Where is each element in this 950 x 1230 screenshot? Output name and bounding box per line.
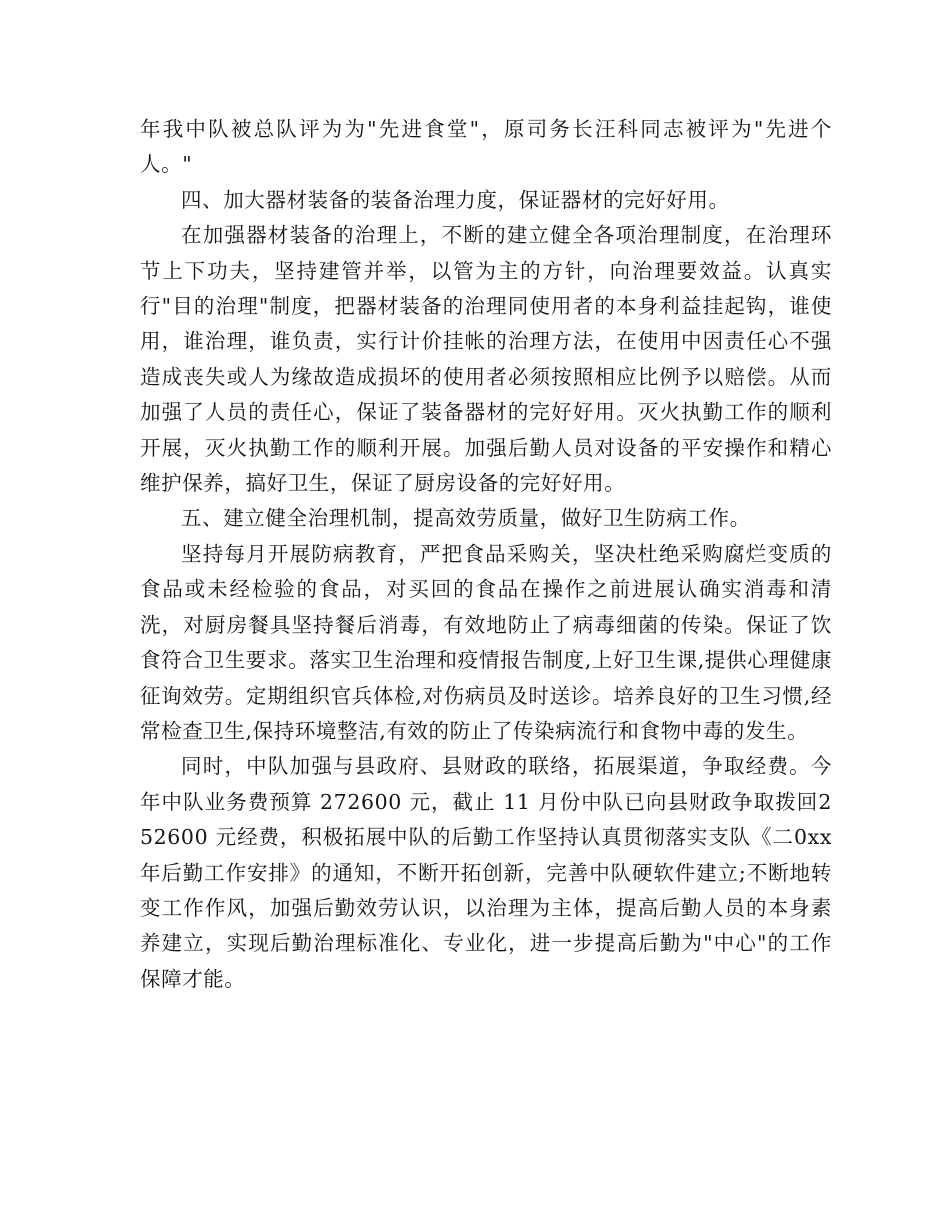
section-heading-4: 四、加大器材装备的装备治理力度，保证器材的完好好用。 <box>181 187 730 212</box>
document-body <box>140 112 832 997</box>
paragraph-equipment-management: 在加强器材装备的治理上，不断的建立健全各项治理制度，在治理环节上下功夫，坚持建管并举，以管为主的方针，向治理要效益。认真实行"目的治理"制度，把器材装备的治理同使用者的本身利益挂起钩，谁使用，谁治理，谁负责，实行计价挂帐的治理方法，在使用中因责任心不强造成丧失或人为缘故造成损坏的使用者必须按照相应比例予以赔偿。从而加强了人员的责任心，保证了装备器材的完好好用。灭火执勤工作的顺利开展，灭火执勤工作的顺利开展。加强后勤人员对设备的平安操作和精心维护保养，搞好卫生，保证了厨房设备的完好好用。 <box>140 223 832 496</box>
section-heading-5: 五、建立健全治理机制，提高效劳质量，做好卫生防病工作。 <box>181 506 751 531</box>
paragraph-disease-prevention: 坚持每月开展防病教育，严把食品采购关，坚决杜绝采购腐烂变质的食品或未经检验的食品，对买回的食品在操作之前进展认确实消毒和清洗，对厨房餐具坚持餐后消毒，有效地防止了病毒细菌的传染。保证了饮食符合卫生要求。落实卫生治理和疫情报告制度,上好卫生课,提供心理健康征询效劳。定期组织官兵体检,对伤病员及时送诊。培养良好的卫生习惯,经常检查卫生,保持环境整洁,有效的防止了传染病流行和食物中毒的发生。 <box>140 541 832 743</box>
paragraph-funding: 同时，中队加强与县政府、县财政的联络，拓展渠道，争取经费。今年中队业务费预算 272600 元，截止 11 月份中队已向县财政争取拨回252600 元经费，积极拓展中队的后勤工作坚持认真贯彻落实支队《二0xx 年后勤工作安排》的通知，不断开拓创新，完善中队硬软件建立;不断地转变工作作风，加强后勤效劳认识，以治理为主体，提高后勤人员的本身素养建立，实现后勤治理标准化、专业化，进一步提高后勤为"中心"的工作保障才能。 <box>140 754 832 991</box>
paragraph-continuation: 年我中队被总队评为为"先进食堂"，原司务长汪科同志被评为"先进个人。" <box>140 117 832 177</box>
